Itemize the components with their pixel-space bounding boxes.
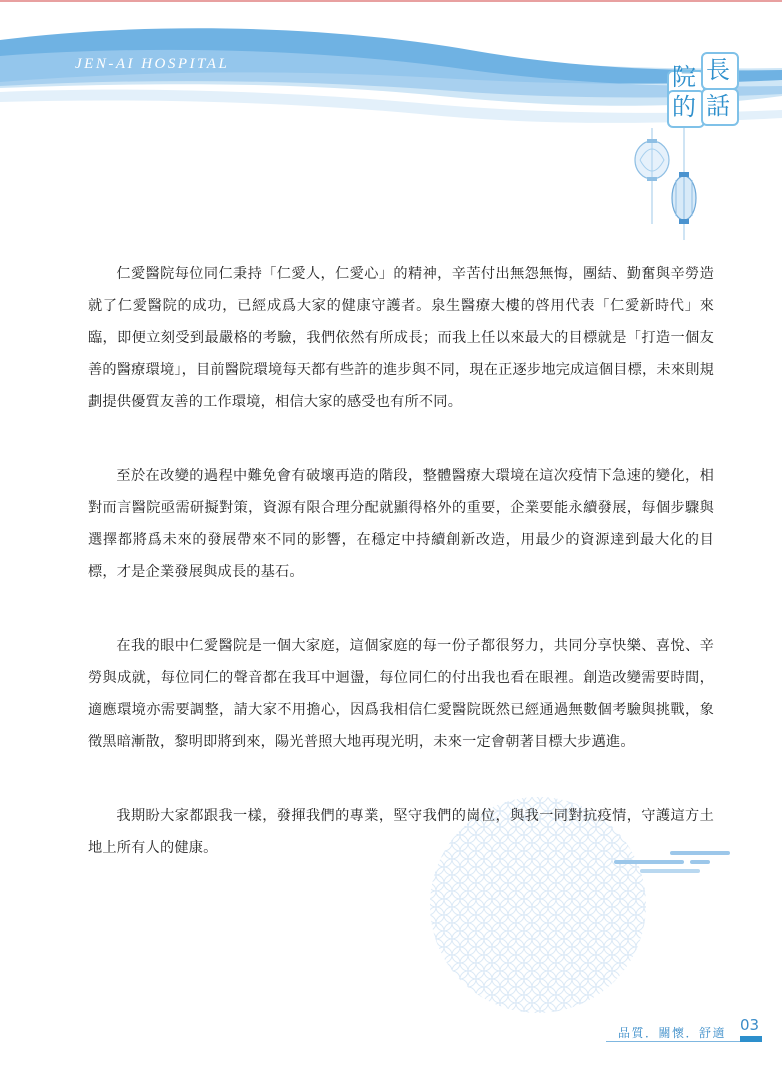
title-char-3: 的 bbox=[672, 93, 696, 121]
title-char-1: 院 bbox=[672, 63, 696, 91]
title-char-4: 話 bbox=[706, 92, 730, 120]
section-title bbox=[667, 52, 739, 128]
paragraph: 在我的眼中仁愛醫院是一個大家庭，這個家庭的每一份子都很努力，共同分享快樂、喜悅、辛勞與成就，每位同仁的聲音都在我耳中迴盪，每位同仁的付出我也看在眼裡。創造改變需要時間，適應環境亦需要調整，請大家不用擔心，因爲我相信仁愛醫院既然已經通過無數個考驗與挑戰，象徵黑暗漸散，黎明即將到來，陽光普照大地再現光明，未來一定會朝著目標大步邁進。 bbox=[88, 638, 714, 750]
footer-rule bbox=[606, 1041, 760, 1042]
title-char-2: 長 bbox=[706, 56, 730, 84]
paragraph: 仁愛醫院每位同仁秉持「仁愛人，仁愛心」的精神，辛苦付出無怨無悔，團結、勤奮與辛勞造就了仁愛醫院的成功，已經成爲大家的健康守護者。泉生醫療大樓的啓用代表「仁愛新時代」來臨，即便立刻受到最嚴格的考驗，我們依然有所成長；而我上任以來最大的目標就是「打造一個友善的醫療環境」，目前醫院環境每天都有些許的進步與不同，現在正逐步地完成這個目標，未來則規劃提供優質友善的工作環境，相信大家的感受也有所不同。 bbox=[88, 266, 714, 410]
letter-body bbox=[88, 258, 714, 864]
paragraph: 我期盼大家都跟我一樣，發揮我們的專業，堅守我們的崗位，與我一同對抗疫情，守護這方土地上所有人的健康。 bbox=[88, 808, 714, 856]
lantern-icon bbox=[626, 128, 706, 248]
page-number-bar bbox=[740, 1036, 762, 1042]
paragraph: 至於在改變的過程中難免會有破壞再造的階段，整體醫療大環境在這次疫情下急速的變化，相對而言醫院亟需研擬對策，資源有限合理分配就顯得格外的重要，企業要能永續發展，每個步驟與選擇都將爲未來的發展帶來不同的影響，在穩定中持續創新改造，用最少的資源達到最大化的目標，才是企業發展與成長的基石。 bbox=[88, 468, 714, 580]
footer-slogan: 品質．關懷．舒適 bbox=[618, 1026, 727, 1040]
page-number: 03 bbox=[740, 1016, 760, 1034]
hospital-name: JEN-AI HOSPITAL bbox=[75, 56, 230, 72]
